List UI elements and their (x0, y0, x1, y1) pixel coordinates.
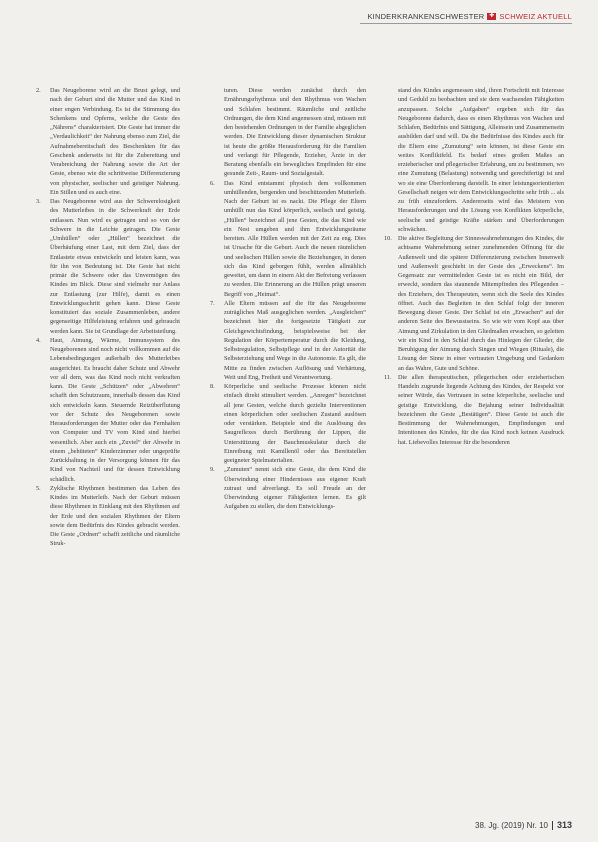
item-text: Die aktive Begleitung der Sinneswahrnehmungen des Kindes, die achtsame Wahrnehmung seiner zunehmenden Öffnung für die Außenwelt und die spätere Differenzierung zwischen Innenwelt und Außenwelt geschieht in der Geste des „Erweckens“. Im Gegensatz zur vermittelnden Geste ist es nicht ein Bild, der erweckt, sondern das staunende Mitempfinden des Pflegenden – des Erziehers, des Therapeuten, wenn sich die Seele des Kindes öffnet. Auch das Begleiten in den Schlaf folgt der inneren Bewegung dieser Geste. Der Schlaf ist ein „Erwachen“ auf der anderen Seite des Bewusstseins. So wie wir vom Kopf aus über Atmung und Zirkulation in den Gliedmaßen erwachen, so geleiten wir ein Kind in den Schlaf durch das Hinlegen der Glieder, die Beruhigung der Atmung durch Singen und Wiegen (Rituale), die Lösung der Sinne in einer vertrauten Umgebung und Gedanken an das Wahre, Gute und Schöne. (398, 235, 564, 372)
text-column-1 (36, 86, 180, 806)
item-number (384, 86, 398, 234)
section-title: SCHWEIZ AKTUELL (499, 12, 572, 21)
item-text: Das Neugeborene wird an die Brust gelegt, und nach der Geburt sind die Mutter und das Kind in einer engen Verbindung. Es ist die Stimmung des Schenkens und Opferns, welche die Geste des „Nährens“ charakterisiert. Die Geste hat immer die „Verdaulichkeit“ der Nahrung ebenso zum Ziel, die Aufnahmebereitschaft des Beschenkten für das Geschenk anderseits ist für die Zubereitung und Verabreichung der Nahrung sowie die Art der Geste, ebenso wie die schrittweise Differenzierung von physischer, seelischer und geistiger Nahrung. Ein Stillen und es auch eine. (50, 87, 180, 196)
list-item (36, 484, 180, 549)
item-text: Die allen therapeutischen, pflegerischen oder erzieherischen Handeln zugrunde liegende Achtung des Kindes, der Respekt vor seiner Würde, das Vertrauen in seine körperliche, seelische und geistige Entwicklung, die Bejahung seiner Individualität bezeichnen die Geste „Bestätigen“. Diese Geste ist auch die Bestimmung der Wahrnehmungen, Empfindungen und Intentionen des Kindes, für die das Kind noch keinen Ausdruck hat. Liebevolles Interesse für die besonderen (398, 373, 564, 446)
list-item (210, 86, 366, 179)
header-divider (360, 23, 572, 24)
item-number: 6. (210, 179, 215, 187)
item-number (210, 86, 224, 179)
item-number: 9. (210, 466, 215, 474)
text-column-3 (384, 86, 564, 806)
item-text: Haut, Atmung, Wärme, Immunsystem des Neugeborenen sind noch nicht vollkommen auf die Lebensbedingungen außerhalb des Mutterleibes ausgerichtet. Es braucht daher Schutz und Abwehr vor all dem, was das Kind noch nicht verkraften kann. Die Geste „Schützen“ oder „Abwehren“ schafft den Schutzraum, innerhalb dessen das Kind sich entwickeln kann. Steuernde Reizüberflutung vor der Schutz des Neugeborenen sowie Herausforderungen der Mutter oder das Fernhalten von Computer und TV vom Kind sind hierbei wesentlich. Aber auch ein „Zuviel“ der Abwehr in einem „behüteten“ Kinderzimmer oder ungeprüfte Zurückhaltung in der Versorgung können für das Kind von Nachteil und für dessen Entwicklung schädlich. (50, 336, 180, 483)
item-text: stand des Kindes angemessen sind, ihren Fortschritt mit Interesse und Geduld zu beobachten und sie dem wachsenden Fähigkeiten anzupassen. Solche „Aufgaben“ ergeben sich für das Neugeborene dadurch, dass es einen Rhythmus von Wachen und Schlafen, Bedürfnis und Sättigung, Alleinsein und Zusammensein ausbilden darf und will. Da die Bedürfnisse des Kindes auch für die Eltern eine „Zumutung“ sein können, ist diese Geste ein weites Konfliktfeld. Es bedarf eines großen Maßes an erzieherischer und pflegerischer Erfahrung, um zu bestimmen, wo eine Zumutung (Belastung) notwendig und gerechtfertigt ist und wo sie eine Überforderung darstellt. In einer leistungsorientierten Gesellschaft neigen wir dem Entwicklungsschritte sehr früh ... als zu früh einzufordern. Andererseits wird das Meistern von Herausforderungen und die Lösung von Konflikten körperliche, seelische und geistige Kräfte stärken und Überforderungen schwächen. (398, 87, 564, 233)
item-number: 4. (36, 336, 41, 344)
item-text: Das Neugeborene wird aus der Schwerelosigkeit des Mutterleibes in die Schwerkraft der Erde entlassen. Nun wird es getragen und so von der Schwere in die Leichte getragen. Die Geste „Umhüllen“ oder „Hüllen“ bezeichnet die Überhäufung einer Last, mit dem Ziel, dass der Entlastete etwas entwickeln und leisten kann, was für ihn von Bedeutung ist. Die Geste hat nicht primär die Schwere oder das Unvermögen des Kindes im Blick. Diese sind vielmehr nur Anlass zur Entlastung (zur Hilfe), damit es einen Entwicklungsschritt gehen kann. Diese Geste konstituiert das soziale Zusammenleben, andere gegenseitige Hilfeleistung erfahren und gebraucht werden kann. Sie ist Grundlage der Arbeitsteilung. (50, 198, 180, 335)
item-text: Das Kind entstammt physisch dem vollkommen umhüllenden, bergenden und beschützenden Mutterleib. Nach der Geburt ist es nackt. Die Pflege der Eltern umhüllt nun das Kind körperlich, seelisch und geistig. „Hüllen“ bezeichnet all jene Gesten, die das Kind wie ein Nest umgeben und ihm Entwicklungsräume bereiten. Alle Hüllen werden mit der Zeit zu eng. Dies ist Ursache für die Geburt. Auch die neuen räumlichen und seelischen Hüllen sowie die Beziehungen, in denen sich das Kind geborgen fühlt, werden allmählich geweitet, um dann in einem Akt der Befreiung verlassen zu werden. Die Erinnerung an die Hüllen prägt unseren Begriff von „Heimat“. (224, 179, 366, 298)
list-item (210, 465, 366, 511)
list-item (210, 179, 366, 299)
item-number: 7. (210, 299, 215, 307)
item-number: 2. (36, 87, 41, 94)
list-item (36, 86, 180, 197)
list-item (384, 373, 564, 447)
swiss-cross-icon: ✚ (489, 13, 495, 19)
volume-info: 38. Jg. (2019) Nr. 10 (475, 820, 548, 830)
journal-title: KINDERKRANKENSCHWESTER (367, 12, 485, 21)
item-number: 8. (210, 383, 215, 390)
text-column-2 (210, 86, 366, 806)
item-text: Körperliche und seelische Prozesse können nicht einfach direkt stimuliert werden. „Anregen“ bezeichnet all jene Gesten, welche durch gezielte Interventionen einen körperlichen oder seelischen Zustand auslösen oder verstärken. Beispiele sind die Auslösung des Saugreflexes durch Berührung der Lippen, die Unterstützung der Bauchmuskulatur durch die Einreibung mit Kamillenöl oder das Bereitstellen geeigneter Spielmaterialien. (224, 383, 366, 464)
footer-divider (552, 821, 553, 830)
item-number: 11. (384, 373, 392, 381)
item-number: 5. (36, 484, 41, 492)
list-item (210, 299, 366, 382)
item-text: „Zumuten“ nennt sich eine Geste, die dem Kind die Überwindung einer Hindernisses aus eigener Kraft zutraut und abverlangt. Es soll Freude an der Überwindung eigener Fähigkeiten lernen. Es gilt Aufgaben zu stellen, die dem Entwicklungs- (224, 466, 366, 511)
item-number: 10. (384, 235, 392, 242)
list-item (36, 197, 180, 336)
page-number: 313 (556, 820, 572, 830)
list-item (36, 336, 180, 484)
list-item (384, 234, 564, 373)
item-number: 3. (36, 198, 41, 205)
item-text: Zyklische Rhythmen bestimmen das Leben des Kindes im Mutterleib. Nach der Geburt müssen diese Rhythmen in Einklang mit den Rhythmen auf der Erde und den sozialen Rhythmen der Eltern sowie dem Bedürfnis des Kindes gebracht werden. Die Geste „Ordnen“ schafft zeitliche und räumliche Struk- (50, 484, 180, 548)
item-text: turen. Diese werden zunächst durch den Ernährungsrhythmus und den Rhythmus von Wachen und Schlafen bestimmt. Räumliche und zeitliche Ordnungen, die dem Kind angemessen sind, müssen mit den bestehenden Ordnungen in der Familie abgeglichen werden. Die Entwicklung dieser dynamischen Struktur ist heute die größte Herausforderung für die Familien und verlangt für Pflegende, Erzieher, Ärzte in der Beratung ebenfalls ein bewegliches Empfinden für eine gesunde Zeit-, Raum- und Sozialgestalt. (224, 87, 366, 178)
list-item (210, 382, 366, 465)
item-text: Alle Eltern müssen auf die für das Neugeborene zuträgliches Maß ausgeglichen werden. „Ausgleichen“ bezeichnet hier die fortgesetzte Tätigkeit zur Gleichgewichtsfindung, beispielsweise bei der Regulation der Körpertemperatur durch die Kleidung, Selbstregulation, Selbstpflege und in der Autorität die Selbsterziehung und Wege in die Autonomie. Es gilt, die Mitte zu finden zwischen Auflösung und Verhärtung, Weit und Eng, Freiheit und Verantwortung. (224, 299, 366, 381)
list-item (384, 86, 564, 234)
page-footer (475, 820, 572, 830)
running-header (367, 12, 572, 21)
